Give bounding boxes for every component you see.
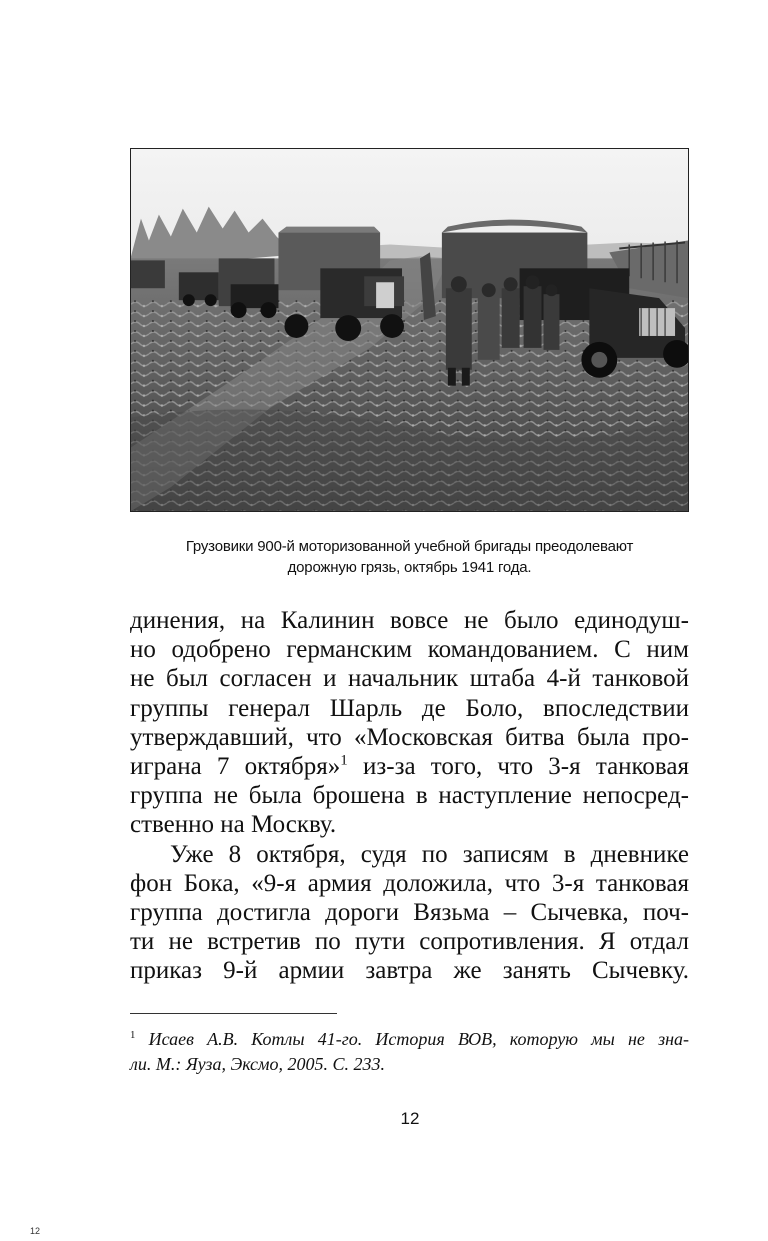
footnote-text: Исаев А.В. Котлы 41-го. История ВОВ, которую мы не зна- (148, 1029, 690, 1049)
body-line: утверждавший, что «Московская битва была про- (130, 723, 689, 751)
body-line: не был согласен и начальник штаба 4-й танковой (130, 665, 689, 693)
body-line-part: из-за того, что 3-я танковая (362, 752, 689, 780)
body-line: приказ 9-й армии завтра же занять Сычевку. (130, 957, 689, 985)
body-line: группа достигла дороги Вязьма – Сычевка, поч- (130, 898, 689, 926)
page-number: 12 (400, 1109, 420, 1128)
caption-line-1: Грузовики 900-й моторизованной учебной бригады преодолевают (185, 538, 634, 555)
caption-line-2: дорожную грязь, октябрь 1941 года. (287, 559, 532, 576)
body-line: группа не была брошена в наступление непосред- (130, 782, 689, 810)
footnote-line-2: ли. М.: Яуза, Эксмо, 2005. С. 233. (130, 1054, 385, 1074)
footnote-divider (130, 1013, 337, 1014)
photo-illustration (131, 149, 688, 511)
body-line-part: играна 7 октября» (130, 752, 341, 780)
body-line: ственно на Москву. (130, 811, 337, 839)
figure-caption (130, 536, 689, 578)
body-line-with-footnote (130, 752, 689, 781)
body-line: ти не встретив по пути сопротивления. Я отдал (130, 928, 689, 956)
body-line: фон Бока, «9-я армия доложила, что 3-я танковая (130, 869, 689, 897)
footnote-line-1 (130, 1027, 689, 1052)
body-line: динения, на Калинин вовсе не было единодуш- (130, 607, 689, 634)
photo-muddy-road-trucks (130, 148, 689, 512)
body-text (130, 606, 689, 985)
footnote (130, 1027, 689, 1077)
body-line: группы генерал Шарль де Боло, впоследствии (130, 694, 689, 722)
corner-page-mark: 12 (30, 1226, 41, 1236)
body-line: но одобрено германским командованием. С ним (130, 636, 689, 664)
footnote-reference: 1 (340, 752, 348, 769)
body-line: Уже 8 октября, судя по записям в дневнике (170, 840, 689, 868)
footnote-marker: 1 (130, 1029, 136, 1041)
